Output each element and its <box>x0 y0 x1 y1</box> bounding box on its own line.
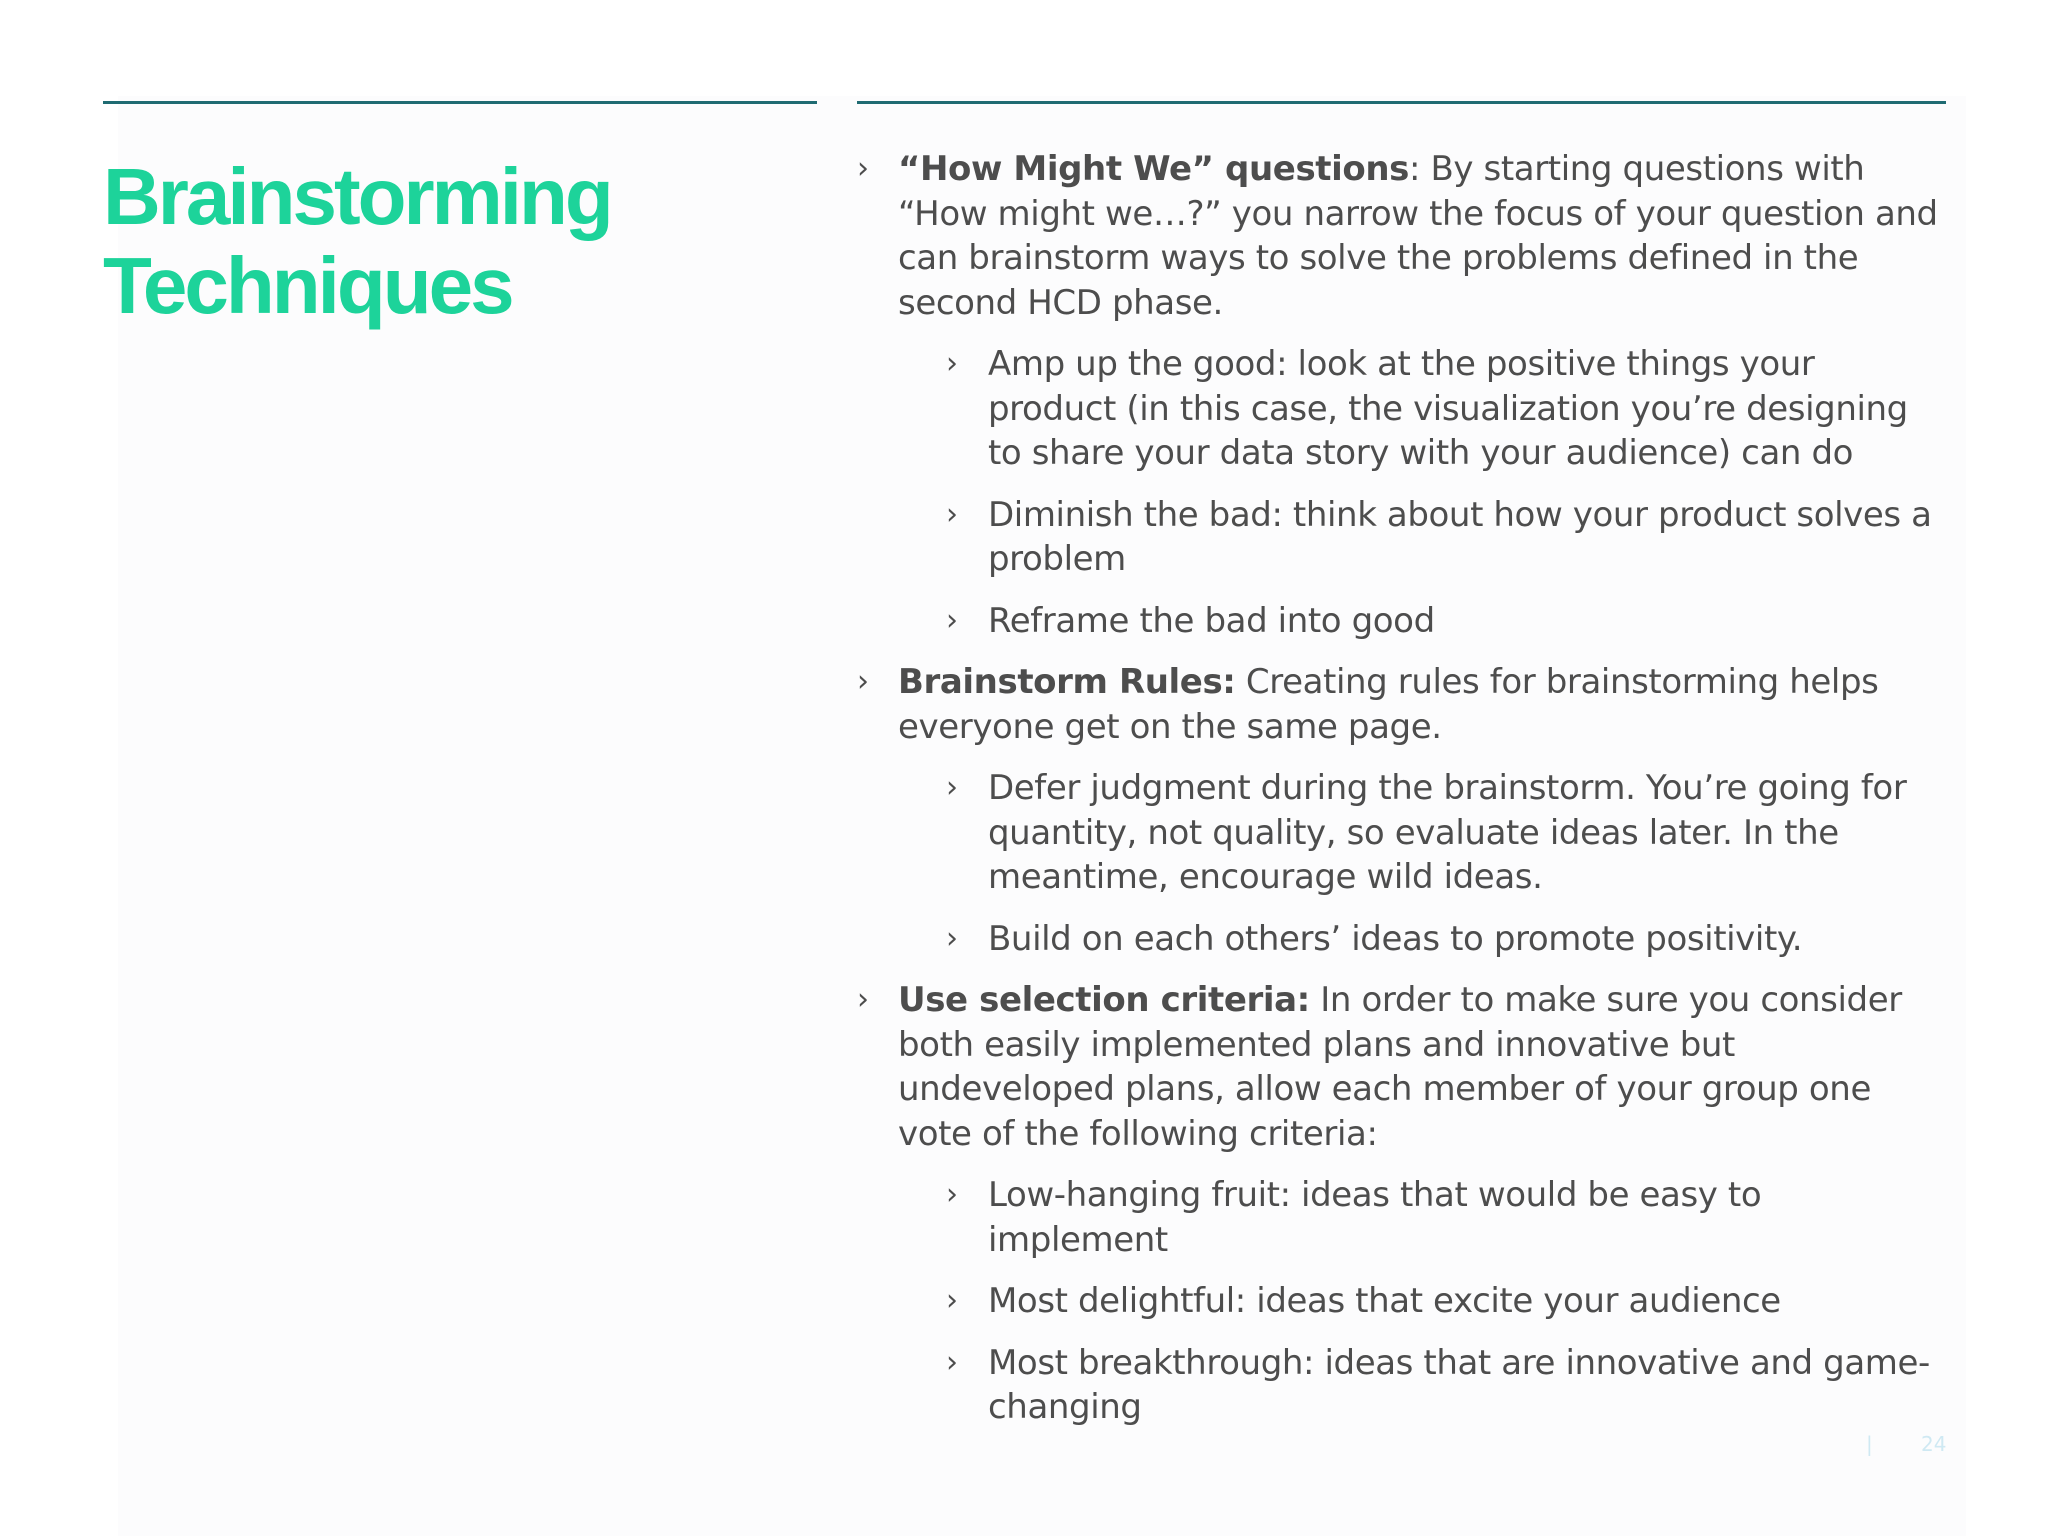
sub-bullet-text: Diminish the bad: think about how your product solves a problem <box>988 494 1932 579</box>
bullet-label: “How Might We” questions <box>898 149 1410 189</box>
sub-bullet <box>857 342 1947 476</box>
bullet-marker-icon: › <box>946 770 958 805</box>
sub-bullet-text: Build on each others’ ideas to promote positivity. <box>988 918 1803 959</box>
bullet-marker-icon: › <box>946 920 958 956</box>
sub-bullet-text: Most delightful: ideas that excite your audience <box>988 1281 1781 1321</box>
sub-bullet-text: Low-hanging fruit: ideas that would be easy to implement <box>988 1175 1762 1260</box>
bullet-label: Use selection criteria: <box>898 980 1310 1020</box>
bullet-marker-icon: › <box>946 496 958 532</box>
bullet-marker-icon: › <box>946 346 958 381</box>
slide-title <box>103 152 803 330</box>
bullet-marker-icon: › <box>946 602 958 638</box>
sub-bullet-text: Most breakthrough: ideas that are innovative and game-changing <box>988 1342 1930 1427</box>
bullet-marker-icon: › <box>946 1177 958 1212</box>
title-divider-rule <box>103 101 817 104</box>
bullet-text: In order to make sure you consider both easily implemented plans and innovative but undeveloped plans, allow each member of your group one vote of the following criteria: <box>898 980 1902 1154</box>
bullet-text: Creating rules for brainstorming helps everyone get on the same page. <box>898 662 1879 747</box>
sub-bullet-text: Amp up the good: look at the positive things your product (in this case, the visualization you’re designing to share your data story with your audience) can do <box>988 344 1908 473</box>
sub-bullet <box>857 917 1947 962</box>
sub-bullet <box>857 493 1947 582</box>
bullet-marker-icon: › <box>857 664 869 699</box>
sub-bullet <box>857 1173 1947 1262</box>
bullet-marker-icon: › <box>946 1283 958 1318</box>
bullet-marker-icon: › <box>946 1344 958 1380</box>
sub-bullet <box>857 1279 1947 1324</box>
bullet-marker-icon: › <box>857 151 869 186</box>
content-divider-rule <box>857 101 1946 104</box>
bullet-brainstorm-rules <box>857 660 1947 749</box>
sub-bullet <box>857 766 1947 900</box>
bullet-label: Brainstorm Rules: <box>898 662 1236 702</box>
bullet-list <box>857 147 1947 1447</box>
bullet-text: : By starting questions with “How might we…?” you narrow the focus of your question and can brainstorm ways to solve the problems defined in the second HCD phase. <box>898 149 1938 323</box>
title-line-1: Brainstorming <box>103 152 611 241</box>
bullet-how-might-we <box>857 147 1947 325</box>
footer-separator: | <box>1866 1432 1873 1456</box>
sub-bullet-text: Defer judgment during the brainstorm. You’re going for quantity, not quality, so evaluate ideas later. In the meantime, encourage wild ideas. <box>988 768 1907 897</box>
sub-bullet <box>857 1341 1947 1430</box>
bullet-marker-icon: › <box>857 982 869 1017</box>
title-line-2: Techniques <box>103 241 512 330</box>
bullet-selection-criteria <box>857 978 1947 1156</box>
page-number: 24 <box>1921 1432 1947 1456</box>
sub-bullet-text: Reframe the bad into good <box>988 600 1435 641</box>
sub-bullet <box>857 599 1947 644</box>
